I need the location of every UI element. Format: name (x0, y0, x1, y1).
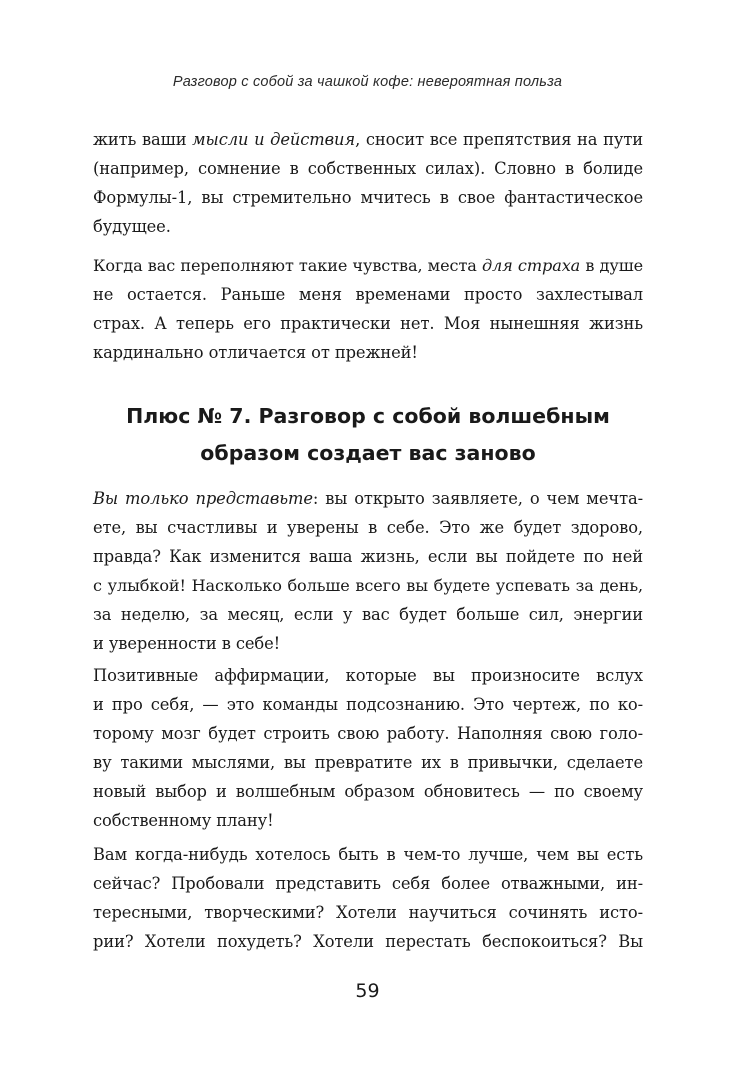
text-line: кардинально отличается от прежней! (93, 343, 418, 362)
paragraph-3 (93, 484, 643, 658)
text-line: ву такими мыслями, вы превратите их в привычки, сделаете (93, 753, 643, 772)
text-line: за неделю, за месяц, если у вас будет больше сил, энергии (93, 605, 643, 624)
text-line: торому мозг будет строить свою работу. Наполняя свою голо- (93, 724, 643, 743)
text-line: жить ваши мысли и действия, сносит все препятствия на пути (93, 130, 643, 149)
paragraph-1 (93, 125, 643, 241)
text-line: Вы только представьте: вы открыто заявляете, о чем мечта- (93, 489, 643, 508)
text-line: Формулы-1, вы стремительно мчитесь в свое фантастическое (93, 188, 643, 207)
text-line: сейчас? Пробовали представить себя более отважными, ин- (93, 874, 643, 893)
text-line: с улыбкой! Насколько больше всего вы будете успевать за день, (93, 576, 643, 595)
text-line: будущее. (93, 217, 171, 236)
page-number: 59 (355, 980, 380, 1002)
running-head: Разговор с собой за чашкой кофе: невероятная польза (172, 74, 563, 90)
text-line: и про себя, — это команды подсознанию. Это чертеж, по ко- (93, 695, 643, 714)
text-line: тересными, творческими? Хотели научиться сочинять исто- (93, 903, 643, 922)
text-line: Когда вас переполняют такие чувства, места для страха в душе (93, 256, 643, 275)
text-line: Вам когда-нибудь хотелось быть в чем-то лучше, чем вы есть (93, 845, 643, 864)
paragraph-5 (93, 840, 643, 956)
text-line: страх. А теперь его практически нет. Моя нынешняя жизнь (93, 314, 643, 333)
text-line: рии? Хотели похудеть? Хотели перестать беспокоиться? Вы (93, 932, 643, 951)
paragraph-2 (93, 251, 643, 367)
text-line: не остается. Раньше меня временами просто захлестывал (93, 285, 643, 304)
text-line: и уверенности в себе! (93, 634, 281, 653)
text-line: ете, вы счастливы и уверены в себе. Это же будет здорово, (93, 518, 643, 537)
text-line: правда? Как изменится ваша жизнь, если вы пойдете по ней (93, 547, 643, 566)
paragraph-4 (93, 661, 643, 835)
section-heading (93, 398, 643, 472)
text-line: новый выбор и волшебным образом обновитесь — по своему (93, 782, 643, 801)
text-line: Позитивные аффирмации, которые вы произносите вслух (93, 666, 643, 685)
heading-line: образом создает вас заново (200, 441, 536, 465)
heading-line: Плюс № 7. Разговор с собой волшебным (126, 404, 610, 428)
text-line: (например, сомнение в собственных силах). Словно в болиде (93, 159, 643, 178)
text-line: собственному плану! (93, 811, 274, 830)
